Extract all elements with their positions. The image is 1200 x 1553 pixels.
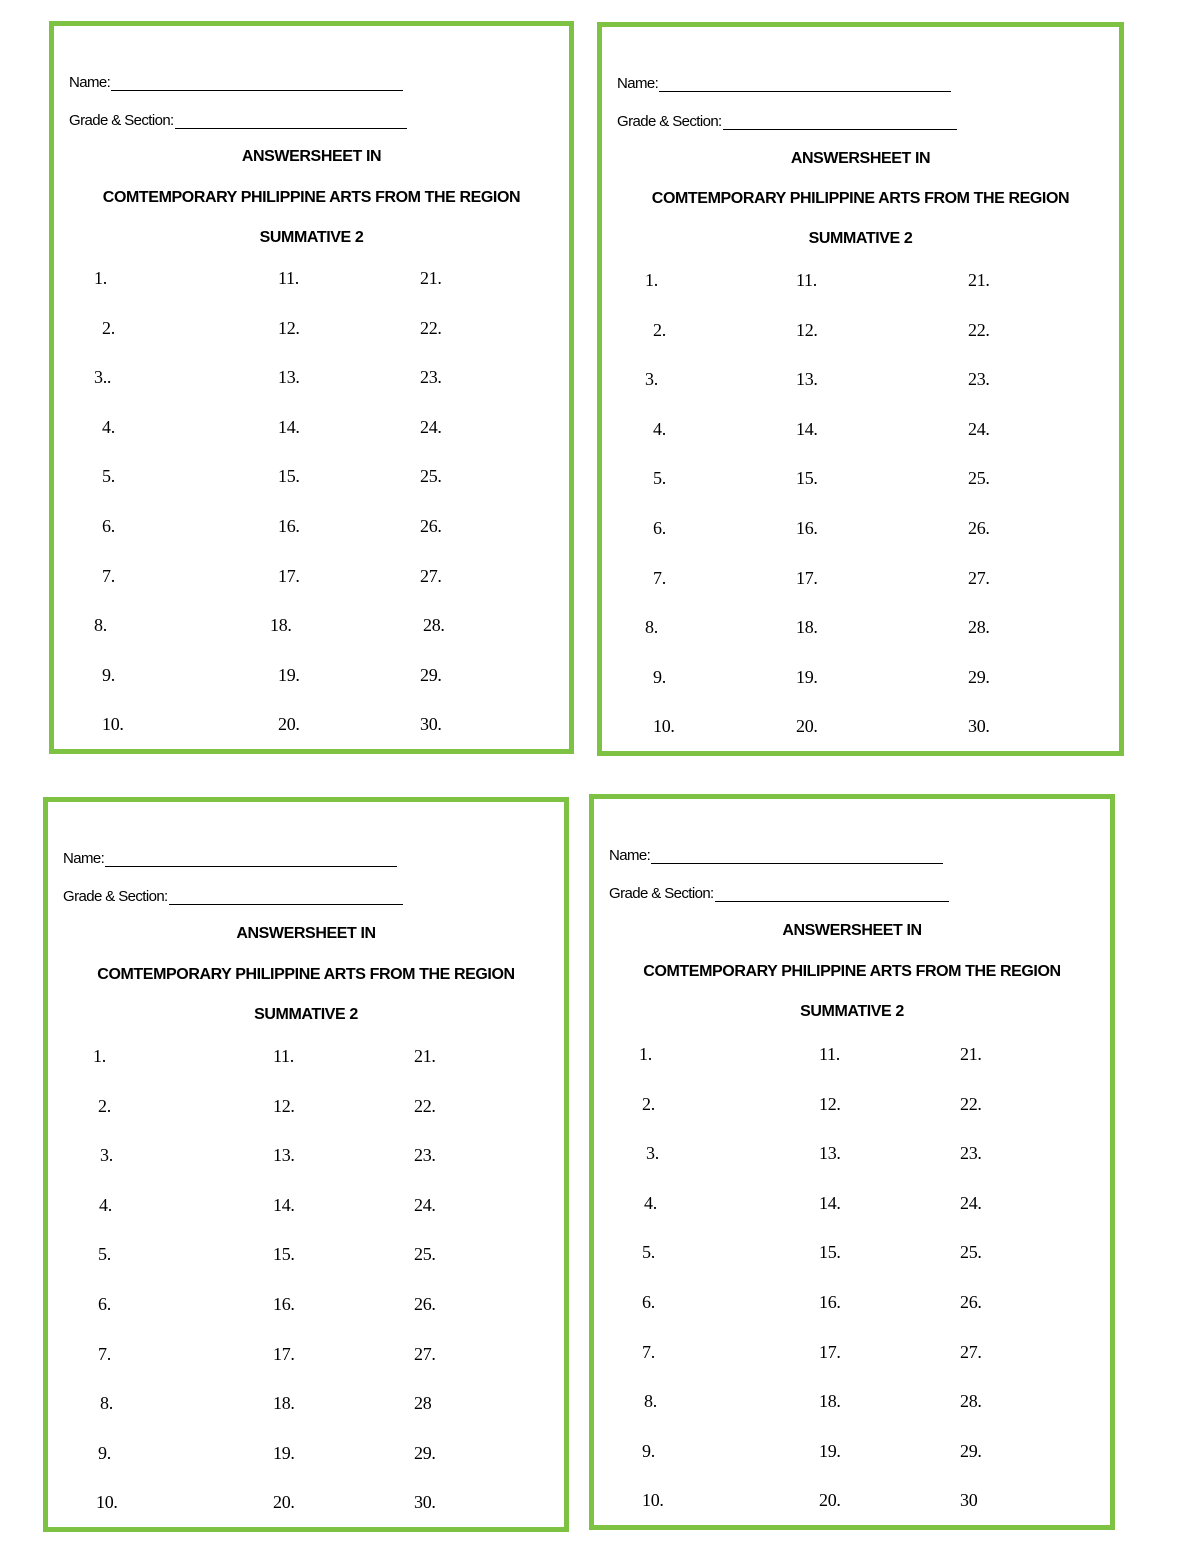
answer-item-number: 27.	[960, 1341, 982, 1362]
answer-item-number: 13.	[273, 1145, 295, 1166]
answer-item-number: 3..	[94, 367, 112, 388]
answer-item-number: 10.	[96, 1492, 118, 1513]
answer-item-number: 14.	[819, 1192, 841, 1213]
answer-item-number: 14.	[796, 418, 818, 439]
answer-item-number: 25.	[960, 1242, 982, 1263]
answer-item-number: 24.	[960, 1192, 982, 1213]
answer-item-number: 15.	[273, 1244, 295, 1265]
grade-section-label: Grade & Section:	[609, 885, 714, 902]
test-title: SUMMATIVE 2	[808, 230, 913, 247]
answer-item-number: 8.	[644, 1391, 657, 1412]
grade-section-field[interactable]	[63, 888, 403, 905]
answer-item-number: 11.	[819, 1044, 840, 1064]
answer-item-number: 25.	[968, 468, 990, 489]
name-blank-line[interactable]	[105, 852, 397, 867]
answer-item-number: 16.	[273, 1294, 295, 1314]
answer-item-number: 19.	[278, 664, 300, 685]
answer-item-number: 11.	[796, 270, 817, 290]
grade-section-blank-line[interactable]	[723, 115, 957, 130]
sheet-title: ANSWERSHEET IN	[790, 150, 931, 167]
grade-section-label: Grade & Section:	[69, 112, 174, 129]
answer-item-number: 23.	[420, 367, 442, 388]
answer-item-number: 9.	[642, 1440, 655, 1461]
answer-item-number: 3.	[645, 369, 658, 390]
answer-item-number: 4.	[99, 1194, 112, 1215]
answer-item-number: 24.	[968, 418, 990, 439]
answer-item-number: 24.	[420, 416, 442, 437]
answer-item-number: 29.	[420, 664, 442, 685]
answer-item-number: 15.	[819, 1242, 841, 1263]
answer-item-number: 20.	[278, 714, 300, 735]
name-field[interactable]	[609, 847, 943, 864]
answer-item-number: 5.	[642, 1242, 655, 1263]
answer-item-number: 28	[414, 1393, 432, 1414]
answer-item-number: 29.	[960, 1440, 982, 1461]
answer-item-number: 26.	[968, 518, 990, 538]
answer-item-number: 30.	[414, 1492, 436, 1513]
name-field[interactable]	[63, 850, 397, 867]
grade-section-field[interactable]	[617, 113, 957, 130]
answer-item-number: 19.	[273, 1442, 295, 1463]
answer-item-number: 25.	[420, 466, 442, 487]
answer-item-number: 9.	[653, 666, 666, 687]
answer-item-number: 14.	[273, 1194, 295, 1215]
answer-item-number: 7.	[98, 1343, 111, 1364]
answer-item-number: 24.	[414, 1194, 436, 1215]
answer-item-number: 15.	[278, 466, 300, 487]
answer-item-number: 26.	[420, 516, 442, 536]
answer-item-number: 5.	[98, 1244, 111, 1265]
answer-item-number: 10.	[642, 1490, 664, 1511]
answer-item-number: 10.	[102, 714, 124, 735]
answer-item-number: 9.	[102, 664, 115, 685]
subject-title: COMTEMPORARY PHILIPPINE ARTS FROM THE REGION	[97, 966, 515, 983]
name-label: Name:	[69, 74, 111, 91]
answer-item-number: 2.	[98, 1095, 111, 1116]
answer-item-number: 18.	[270, 615, 292, 636]
answer-item-number: 1.	[93, 1046, 106, 1066]
answer-item-number: 11.	[273, 1046, 294, 1066]
answer-item-number: 18.	[819, 1391, 841, 1412]
answer-item-number: 7.	[653, 567, 666, 588]
answer-item-number: 14.	[278, 416, 300, 437]
grade-section-blank-line[interactable]	[169, 890, 403, 905]
grade-section-label: Grade & Section:	[63, 888, 168, 905]
answer-item-number: 20.	[273, 1492, 295, 1513]
answer-sheet	[589, 794, 1115, 1530]
test-title: SUMMATIVE 2	[800, 1003, 904, 1020]
answer-item-number: 1.	[645, 270, 658, 290]
answer-item-number: 22.	[968, 319, 990, 340]
answer-item-number: 8.	[94, 615, 107, 636]
answer-item-number: 16.	[819, 1292, 841, 1312]
answer-item-number: 3.	[646, 1143, 659, 1164]
answer-item-number: 26.	[960, 1292, 982, 1312]
answer-sheet	[597, 22, 1124, 756]
answer-item-number: 5.	[653, 468, 666, 489]
answer-item-number: 23.	[414, 1145, 436, 1166]
answer-item-number: 25.	[414, 1244, 436, 1265]
answer-item-number: 12.	[278, 317, 300, 338]
answer-item-number: 18.	[796, 617, 818, 638]
answer-item-number: 23.	[968, 369, 990, 390]
answer-item-number: 29.	[414, 1442, 436, 1463]
answer-item-number: 30.	[420, 714, 442, 735]
answer-item-number: 27.	[968, 567, 990, 588]
answer-item-number: 12.	[796, 319, 818, 340]
grade-section-blank-line[interactable]	[175, 114, 407, 129]
name-blank-line[interactable]	[651, 849, 943, 864]
answer-item-number: 27.	[414, 1343, 436, 1364]
answer-item-number: 19.	[819, 1440, 841, 1461]
answer-item-number: 28.	[960, 1391, 982, 1412]
answer-item-number: 18.	[273, 1393, 295, 1414]
answer-item-number: 12.	[273, 1095, 295, 1116]
answer-item-number: 20.	[819, 1490, 841, 1511]
answer-item-number: 29.	[968, 666, 990, 687]
test-title: SUMMATIVE 2	[259, 229, 364, 246]
answer-item-number: 3.	[100, 1145, 113, 1166]
answer-item-number: 13.	[796, 369, 818, 390]
name-label: Name:	[617, 75, 659, 92]
answer-item-number: 22.	[420, 317, 442, 338]
answer-item-number: 1.	[94, 268, 107, 288]
name-label: Name:	[63, 850, 105, 867]
answer-item-number: 11.	[278, 268, 299, 288]
answer-item-number: 5.	[102, 466, 115, 487]
name-field[interactable]	[617, 75, 951, 92]
name-field[interactable]	[69, 74, 403, 91]
answer-item-number: 7.	[642, 1341, 655, 1362]
answer-item-number: 27.	[420, 565, 442, 586]
answer-sheet	[49, 21, 574, 754]
grade-section-field[interactable]	[69, 112, 407, 129]
answer-item-number: 22.	[960, 1093, 982, 1114]
answer-item-number: 17.	[273, 1343, 295, 1364]
grade-section-blank-line[interactable]	[715, 887, 949, 902]
sheet-title: ANSWERSHEET IN	[241, 148, 382, 165]
answer-item-number: 6.	[653, 518, 666, 538]
answer-item-number: 6.	[98, 1294, 111, 1314]
sheet-title: ANSWERSHEET IN	[782, 922, 922, 939]
answer-item-number: 16.	[278, 516, 300, 536]
name-blank-line[interactable]	[659, 77, 951, 92]
answer-item-number: 4.	[653, 418, 666, 439]
name-blank-line[interactable]	[111, 76, 403, 91]
sheet-title: ANSWERSHEET IN	[236, 925, 376, 942]
subject-title: COMTEMPORARY PHILIPPINE ARTS FROM THE REGION	[651, 190, 1070, 207]
answer-item-number: 13.	[819, 1143, 841, 1164]
answer-item-number: 4.	[644, 1192, 657, 1213]
answer-item-number: 2.	[653, 319, 666, 340]
answer-item-number: 17.	[819, 1341, 841, 1362]
answer-item-number: 16.	[796, 518, 818, 538]
answer-item-number: 7.	[102, 565, 115, 586]
answer-item-number: 21.	[414, 1046, 436, 1066]
answer-item-number: 8.	[645, 617, 658, 638]
grade-section-field[interactable]	[609, 885, 949, 902]
answer-item-number: 17.	[796, 567, 818, 588]
name-label: Name:	[609, 847, 651, 864]
test-title: SUMMATIVE 2	[254, 1006, 358, 1023]
answer-item-number: 9.	[98, 1442, 111, 1463]
grade-section-label: Grade & Section:	[617, 113, 722, 130]
answer-item-number: 13.	[278, 367, 300, 388]
answer-item-number: 4.	[102, 416, 115, 437]
answer-item-number: 21.	[420, 268, 442, 288]
answer-item-number: 21.	[960, 1044, 982, 1064]
answer-item-number: 26.	[414, 1294, 436, 1314]
answer-item-number: 15.	[796, 468, 818, 489]
answer-item-number: 17.	[278, 565, 300, 586]
answer-item-number: 10.	[653, 716, 675, 737]
subject-title: COMTEMPORARY PHILIPPINE ARTS FROM THE REGION	[643, 963, 1061, 980]
answer-item-number: 2.	[102, 317, 115, 338]
answer-item-number: 2.	[642, 1093, 655, 1114]
answer-item-number: 28.	[423, 615, 445, 636]
answer-item-number: 22.	[414, 1095, 436, 1116]
answer-item-number: 21.	[968, 270, 990, 290]
answer-item-number: 30	[960, 1490, 978, 1511]
answer-item-number: 1.	[639, 1044, 652, 1064]
answer-item-number: 30.	[968, 716, 990, 737]
answer-item-number: 20.	[796, 716, 818, 737]
subject-title: COMTEMPORARY PHILIPPINE ARTS FROM THE REGION	[102, 189, 521, 206]
answer-item-number: 6.	[642, 1292, 655, 1312]
answer-item-number: 12.	[819, 1093, 841, 1114]
answer-item-number: 28.	[968, 617, 990, 638]
answer-item-number: 6.	[102, 516, 115, 536]
answer-sheet	[43, 797, 569, 1532]
answer-item-number: 19.	[796, 666, 818, 687]
answer-item-number: 23.	[960, 1143, 982, 1164]
answer-item-number: 8.	[100, 1393, 113, 1414]
